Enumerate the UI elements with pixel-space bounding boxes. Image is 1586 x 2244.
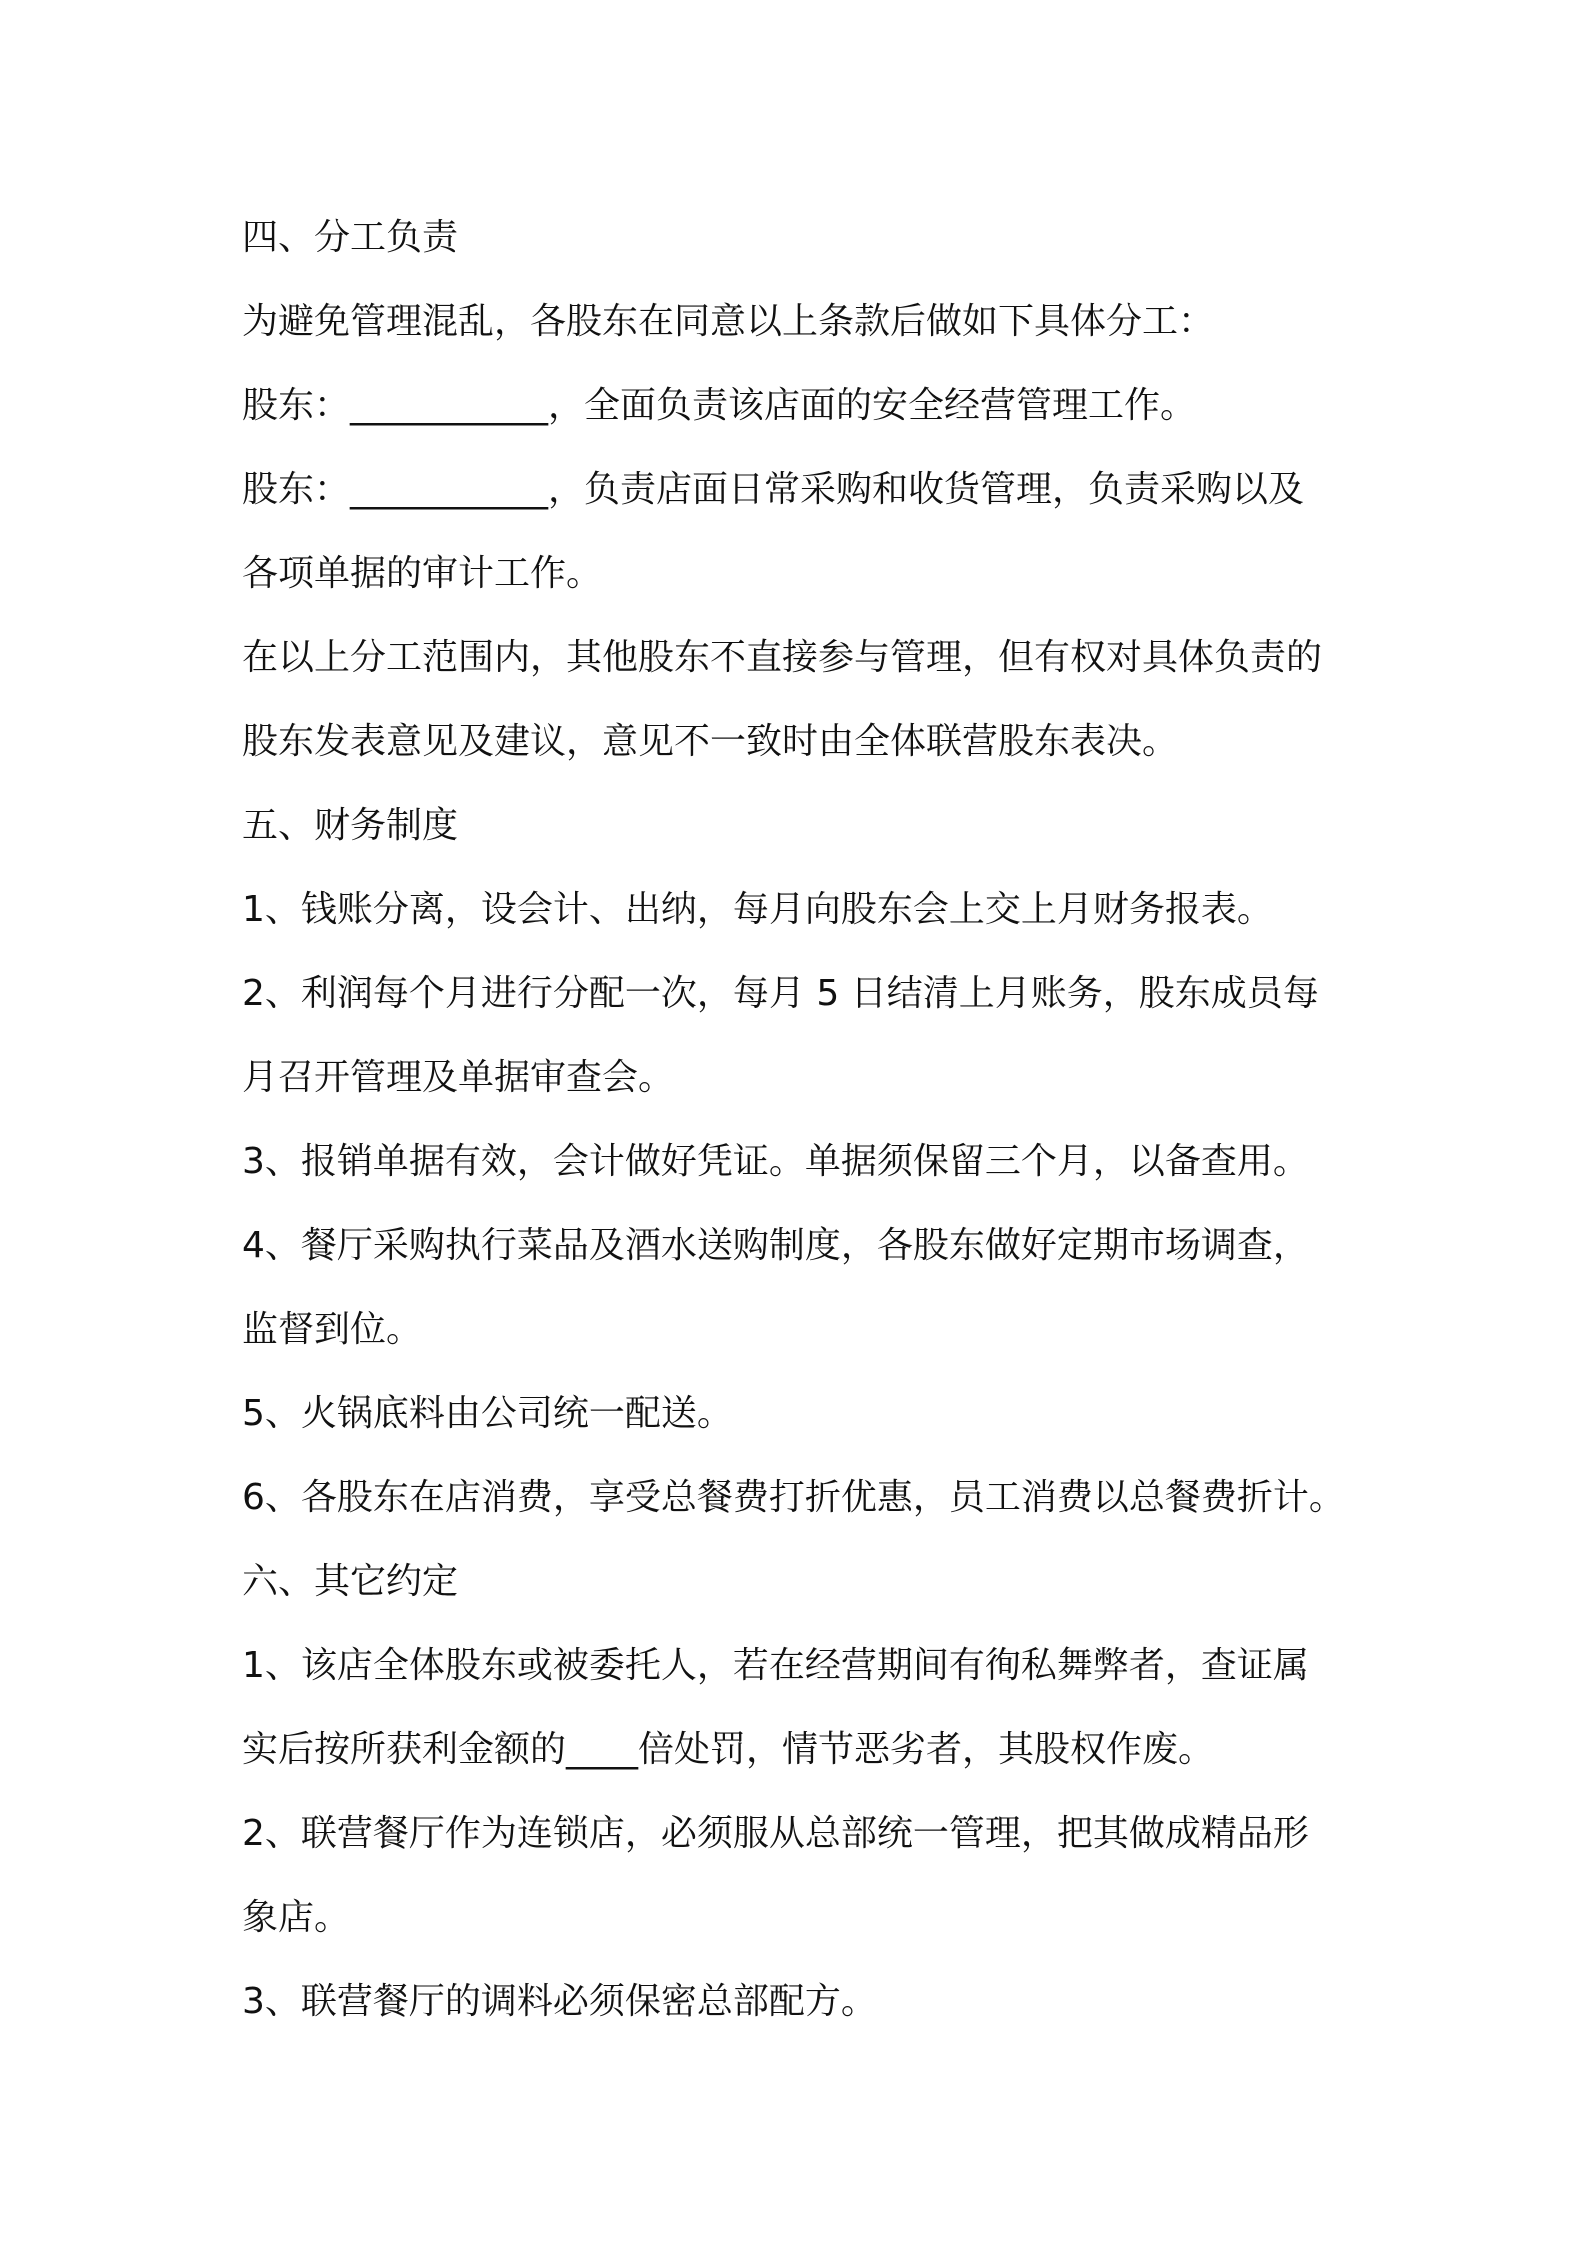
paragraph-line: 3、联营餐厅的调料必须保密总部配方。 bbox=[242, 1981, 877, 2022]
paragraph-line: 监督到位。 bbox=[242, 1309, 423, 1350]
paragraph-line: 1、该店全体股东或被委托人，若在经营期间有徇私舞弊者，查证属 bbox=[242, 1645, 1309, 1686]
paragraph-line: 5、火锅底料由公司统一配送。 bbox=[242, 1393, 733, 1434]
paragraph-line: 月召开管理及单据审查会。 bbox=[242, 1057, 675, 1098]
paragraph-line: 为避免管理混乱，各股东在同意以上条款后做如下具体分工： bbox=[242, 301, 1215, 342]
paragraph-line: 各项单据的审计工作。 bbox=[242, 553, 603, 594]
paragraph-line: 3、报销单据有效，会计做好凭证。单据须保留三个月，以备查用。 bbox=[242, 1141, 1309, 1182]
section-heading-financial-system: 五、财务制度 bbox=[242, 805, 459, 846]
paragraph-line: 象店。 bbox=[242, 1897, 351, 1938]
paragraph-line: 股东：___________，全面负责该店面的安全经营管理工作。 bbox=[242, 385, 1197, 426]
paragraph-line: 股东发表意见及建议，意见不一致时由全体联营股东表决。 bbox=[242, 721, 1179, 762]
paragraph-line: 4、餐厅采购执行菜品及酒水送购制度，各股东做好定期市场调查， bbox=[242, 1225, 1309, 1266]
paragraph-line: 2、利润每个月进行分配一次，每月 5 日结清上月账务，股东成员每 bbox=[242, 973, 1319, 1014]
paragraph-line: 在以上分工范围内，其他股东不直接参与管理，但有权对具体负责的 bbox=[242, 637, 1323, 678]
document-body bbox=[242, 196, 1382, 2044]
paragraph-line: 1、钱账分离，设会计、出纳，每月向股东会上交上月财务报表。 bbox=[242, 889, 1273, 930]
section-heading-division-of-duties: 四、分工负责 bbox=[242, 217, 459, 258]
section-heading-other-agreements: 六、其它约定 bbox=[242, 1561, 459, 1602]
paragraph-line: 6、各股东在店消费，享受总餐费打折优惠，员工消费以总餐费折计。 bbox=[242, 1477, 1345, 1518]
paragraph-line: 实后按所获利金额的____倍处罚，情节恶劣者，其股权作废。 bbox=[242, 1729, 1215, 1770]
paragraph-line: 2、联营餐厅作为连锁店，必须服从总部统一管理，把其做成精品形 bbox=[242, 1813, 1309, 1854]
paragraph-line: 股东：___________，负责店面日常采购和收货管理，负责采购以及 bbox=[242, 469, 1305, 510]
